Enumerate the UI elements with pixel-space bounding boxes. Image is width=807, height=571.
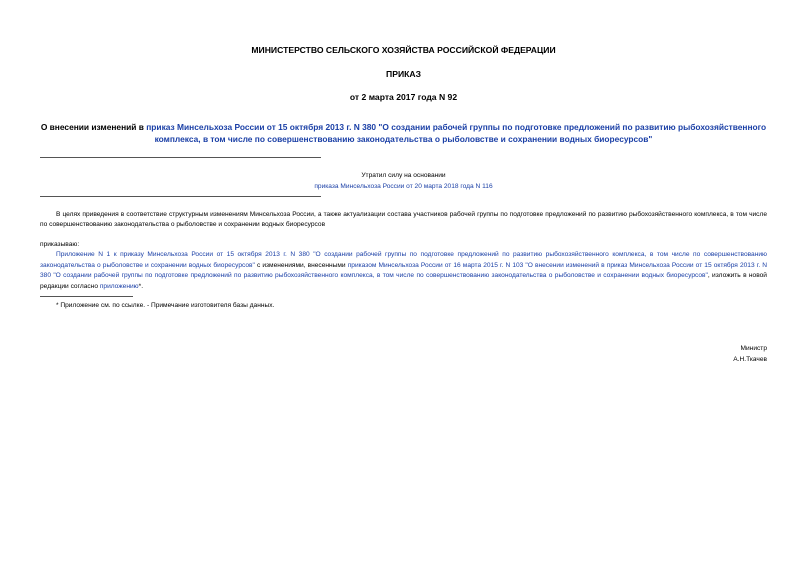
title-link[interactable]: приказ Минсельхоза России от 15 октября 2013 г. N 380 "О создании рабочей группы по подготовке предложений по развитию рыбохозяйственного комплекса, в том числе по совершенствованию законодательства о рыболовстве и сохранении водных биоресурсов"	[146, 122, 767, 144]
appendix-link[interactable]: приложению	[99, 282, 139, 290]
order-tail-text: , изложить в новой редакции согласно	[40, 272, 767, 290]
document-date: от 2 марта 2017 года N 92	[349, 92, 458, 102]
order-end-text: *.	[138, 282, 144, 290]
divider-top	[40, 157, 321, 158]
order-paragraph	[40, 250, 767, 292]
document-title	[40, 121, 767, 145]
document-type: ПРИКАЗ	[386, 69, 421, 79]
status-line: Утратил силу на основании	[361, 172, 446, 179]
signatory-name: А.Н.Ткачев	[733, 356, 767, 363]
title-prefix: О внесении изменений в	[40, 122, 147, 132]
signatory-position: Министр	[740, 345, 767, 352]
footnote: * Приложение см. по ссылке. - Примечание изготовителя базы данных.	[56, 302, 275, 309]
amendment-link[interactable]: приказом Минсельхоза России от 16 марта 2015 г. N 103 "О внесении изменений в приказ Минсельхоза России от 15 октября 2013 г. N 380 "О создании рабочей группы по подготовке предложений по развитию рыбохозяйственного комплекса, в том числе по совершенствованию законодательства о рыболовстве и сохранении водных биоресурсов"	[40, 261, 767, 279]
divider-bottom	[40, 196, 321, 197]
signature-block	[647, 343, 767, 365]
order-word: приказываю:	[40, 241, 80, 248]
status-note	[300, 170, 507, 192]
status-link[interactable]: приказа Минсельхоза России от 20 марта 2018 года N 116	[314, 183, 493, 190]
footnote-divider	[40, 296, 133, 297]
preamble-paragraph: В целях приведения в соответствие структурным изменениям Минсельхоза России, а также актуализации состава участников рабочей группы по подготовке предложений по развитию рыбохозяйственного комплекса, в том числе по совершенствованию законодательства о рыболовстве и сохранении водных биоресурсов	[40, 211, 767, 228]
ministry-heading: МИНИСТЕРСТВО СЕЛЬСКОГО ХОЗЯЙСТВА РОССИЙСКОЙ ФЕДЕРАЦИИ	[251, 45, 556, 55]
annex-link[interactable]: Приложение N 1 к приказу Минсельхоза России от 15 октября 2013 г. N 380 "О создании рабочей группы по подготовке предложений по развитию рыбохозяйственного комплекса, в том числе по совершенствованию законодательства о рыболовстве и сохранении водных биоресурсов"	[40, 251, 767, 269]
order-mid-text: с изменениями, внесенными	[254, 261, 348, 269]
